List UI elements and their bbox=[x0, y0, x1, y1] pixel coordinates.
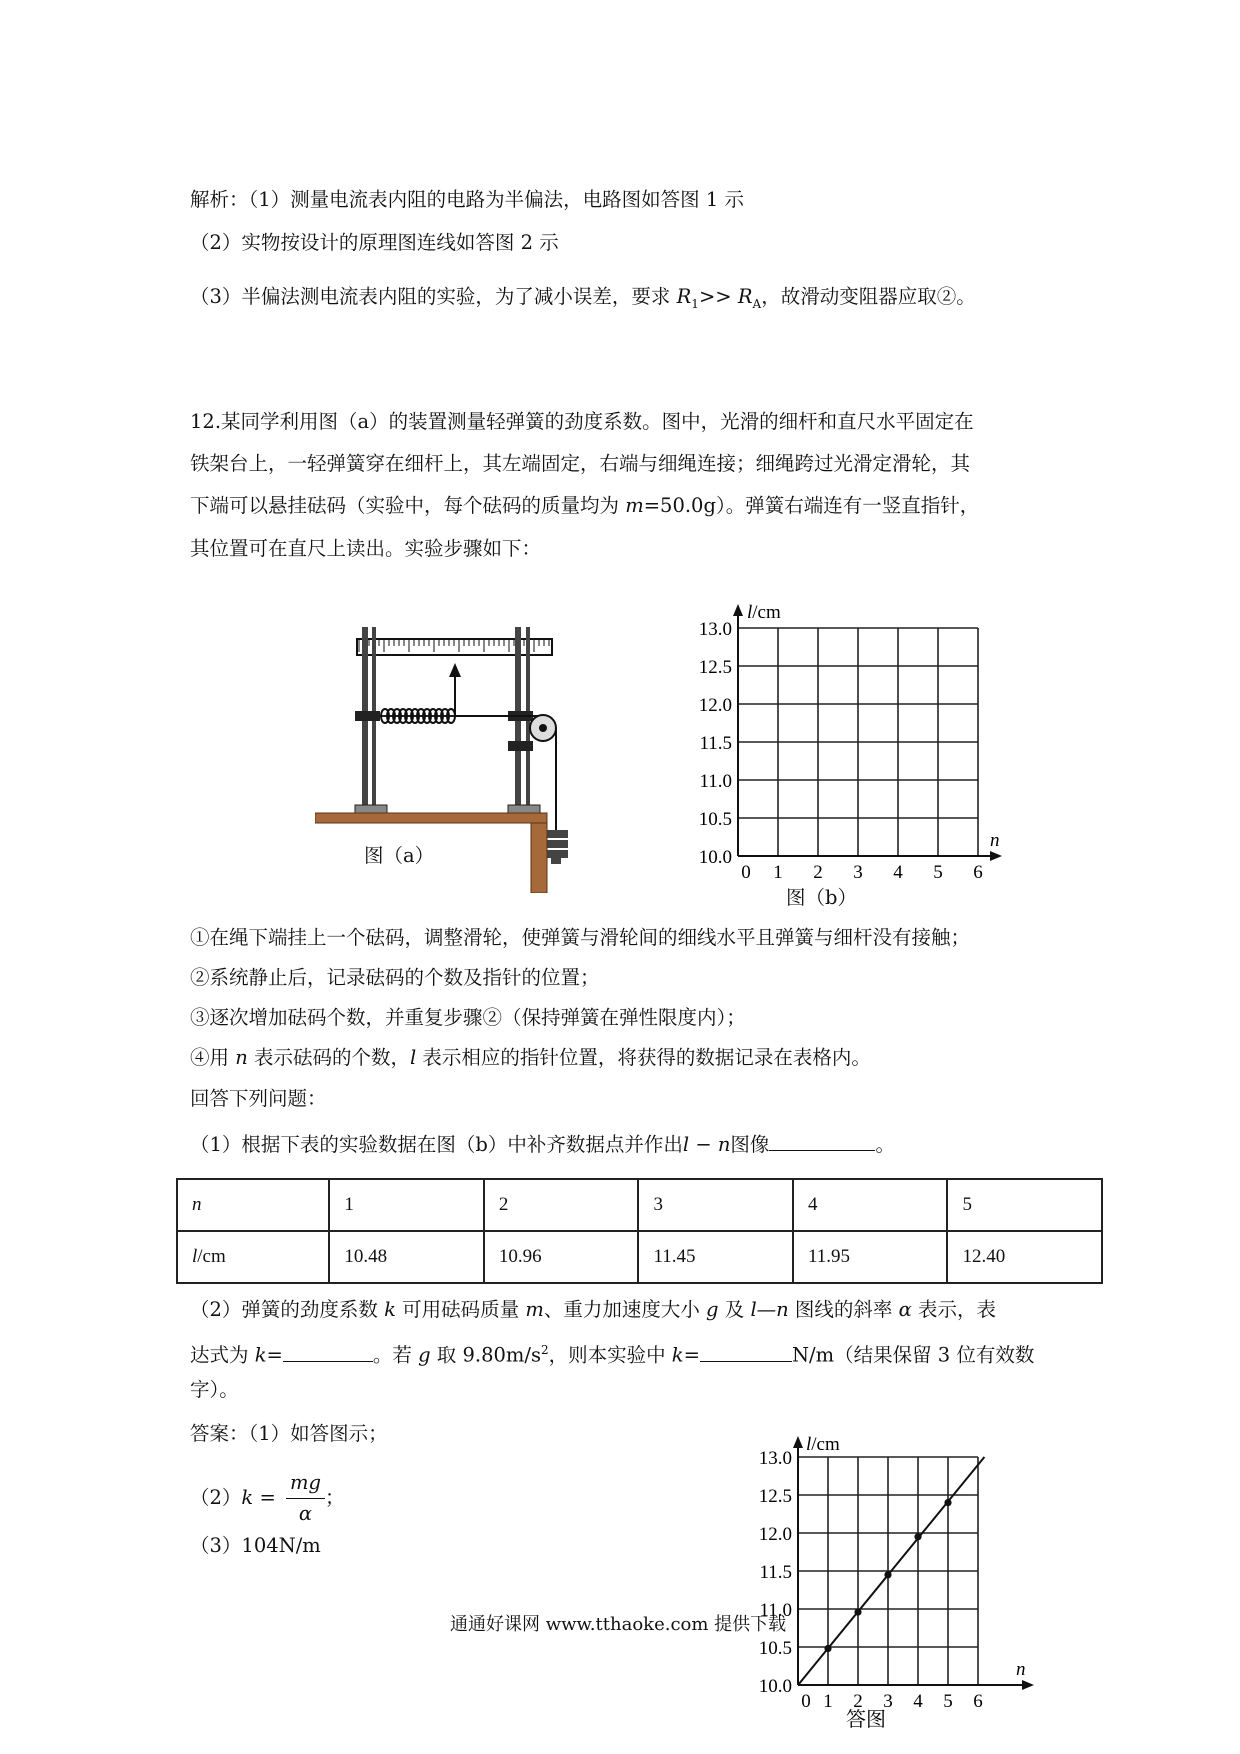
x-axis-label: n bbox=[990, 830, 1000, 851]
y-tick-label: 10.0 bbox=[698, 847, 732, 868]
table-cell: 11.95 bbox=[793, 1231, 948, 1283]
y-tick-label: 11.5 bbox=[699, 733, 732, 754]
figure-b-caption: 图（b） bbox=[786, 886, 857, 909]
x-tick-label: 5 bbox=[933, 862, 943, 883]
answer-title: 答案：（1）如答图示； bbox=[190, 1422, 388, 1445]
table-cell: 1 bbox=[329, 1179, 484, 1231]
fraction-mg-over-alpha: $\frac{mg}{\alpha}$ bbox=[286, 1468, 325, 1529]
figure-a-apparatus bbox=[315, 625, 570, 893]
x-tick-label: 6 bbox=[973, 1691, 983, 1712]
x-tick-label: 3 bbox=[853, 862, 863, 883]
question-2-line-3: 字）。 bbox=[190, 1378, 239, 1401]
analysis-line-2: （2）实物按设计的原理图连线如答图 2 示 bbox=[190, 231, 559, 254]
y-tick-label: 13.0 bbox=[698, 619, 732, 640]
x-tick-label: 1 bbox=[823, 1691, 833, 1712]
question-1: （1）根据下表的实验数据在图（b）中补齐数据点并作出l − n图像 。 bbox=[190, 1130, 895, 1159]
y-tick-label: 12.0 bbox=[758, 1524, 792, 1545]
analysis-line-3: （3）半偏法测电流表内阻的实验，为了减小误差，要求 $R_1>> R_A$，故滑动变阻器应取②。 bbox=[190, 285, 976, 311]
x-tick-label: 5 bbox=[943, 1691, 953, 1712]
data-point bbox=[944, 1499, 951, 1506]
table-cell: 11.45 bbox=[638, 1231, 793, 1283]
y-tick-label: 11.0 bbox=[759, 1600, 792, 1621]
x-tick-label: 6 bbox=[973, 862, 983, 883]
table-cell: 5 bbox=[947, 1179, 1102, 1231]
x-tick-label: 0 bbox=[801, 1691, 811, 1712]
answer-blank-3[interactable] bbox=[700, 1341, 792, 1362]
answer-2: （2）k = $\frac{mg}{\alpha}$ ； bbox=[190, 1468, 345, 1529]
table-header-l: l/cm bbox=[177, 1231, 329, 1283]
table-cell: 10.48 bbox=[329, 1231, 484, 1283]
table-row-l bbox=[177, 1231, 1102, 1283]
figure-b-grid-chart bbox=[660, 600, 1010, 910]
data-point bbox=[914, 1533, 921, 1540]
y-tick-label: 11.5 bbox=[759, 1562, 792, 1583]
table-row-n bbox=[177, 1179, 1102, 1231]
table-cell: 10.96 bbox=[484, 1231, 639, 1283]
y-axis-arrow-icon bbox=[733, 604, 743, 616]
y-tick-label: 10.5 bbox=[698, 809, 732, 830]
question-2-line-2: 达式为 k= 。若 g 取 $9.80m/s^2$，则本实验中 k= N/m（结果保留 3 位有效数 bbox=[190, 1336, 1034, 1370]
y-tick-label: 13.0 bbox=[758, 1448, 792, 1469]
x-axis-label: n bbox=[1016, 1659, 1026, 1680]
problem-line-1: 12.某同学利用图（a）的装置测量轻弹簧的劲度系数。图中，光滑的细杆和直尺水平固定在 bbox=[190, 410, 974, 433]
figure-a-caption: 图（a） bbox=[364, 844, 435, 867]
data-point bbox=[884, 1571, 891, 1578]
problem-line-3: 下端可以悬挂砝码（实验中，每个砝码的质量均为 m=50.0g）。弹簧右端连有一竖直指针， bbox=[190, 494, 980, 517]
y-tick-label: 10.0 bbox=[758, 1676, 792, 1697]
y-tick-label: 12.5 bbox=[698, 657, 732, 678]
x-tick-label: 2 bbox=[813, 862, 823, 883]
x-tick-label: 4 bbox=[893, 862, 903, 883]
x-tick-label: 0 bbox=[741, 862, 751, 883]
x-tick-label: 1 bbox=[773, 862, 783, 883]
x-tick-label: 2 bbox=[853, 1691, 863, 1712]
answer-blank-2[interactable] bbox=[283, 1341, 373, 1362]
x-tick-label: 4 bbox=[913, 1691, 923, 1712]
answer-chart bbox=[720, 1432, 1050, 1732]
step-2: ②系统静止后，记录砝码的个数及指针的位置； bbox=[190, 966, 600, 989]
y-axis-label: l/cm bbox=[747, 602, 781, 623]
x-axis-arrow-icon bbox=[1022, 1680, 1034, 1690]
y-tick-label: 12.0 bbox=[698, 695, 732, 716]
step-3: ③逐次增加砝码个数，并重复步骤②（保持弹簧在弹性限度内）； bbox=[190, 1006, 746, 1029]
y-axis-arrow-icon bbox=[793, 1436, 803, 1448]
y-tick-label: 12.5 bbox=[758, 1486, 792, 1507]
table-cell: 2 bbox=[484, 1179, 639, 1231]
table-header-n: n bbox=[177, 1179, 329, 1231]
y-tick-label: 11.0 bbox=[699, 771, 732, 792]
answer-figure-caption: 答图 bbox=[846, 1709, 886, 1731]
problem-line-2: 铁架台上，一轻弹簧穿在细杆上，其左端固定，右端与细绳连接；细绳跨过光滑定滑轮，其 bbox=[190, 452, 971, 475]
data-point bbox=[824, 1645, 831, 1652]
problem-line-4: 其位置可在直尺上读出。实验步骤如下： bbox=[190, 537, 542, 560]
answer-prompt: 回答下列问题： bbox=[190, 1087, 327, 1110]
table-cell: 3 bbox=[638, 1179, 793, 1231]
analysis-line-1: 解析：（1）测量电流表内阻的电路为半偏法，电路图如答图 1 示 bbox=[190, 188, 744, 211]
question-2-line-1: （2）弹簧的劲度系数 k 可用砝码质量 m、重力加速度大小 g 及 l—n 图线的斜率 α 表示，表 bbox=[190, 1298, 997, 1321]
x-axis-arrow-icon bbox=[990, 851, 1002, 861]
answer-3: （3）104N/m bbox=[190, 1534, 321, 1557]
step-1: ①在绳下端挂上一个砝码，调整滑轮，使弹簧与滑轮间的细线水平且弹簧与细杆没有接触； bbox=[190, 926, 971, 949]
table-cell: 4 bbox=[793, 1179, 948, 1231]
step-4: ④用 n 表示砝码的个数，l 表示相应的指针位置，将获得的数据记录在表格内。 bbox=[190, 1046, 871, 1069]
table-cell: 12.40 bbox=[947, 1231, 1102, 1283]
footer-watermark: 通通好课网 www.tthaoke.com 提供下载 bbox=[450, 1614, 787, 1635]
data-table bbox=[176, 1178, 1103, 1284]
x-tick-label: 3 bbox=[883, 1691, 893, 1712]
y-axis-label: l/cm bbox=[806, 1434, 840, 1455]
y-tick-label: 10.5 bbox=[758, 1638, 792, 1659]
answer-blank-1[interactable] bbox=[769, 1130, 875, 1151]
data-point bbox=[854, 1608, 861, 1615]
